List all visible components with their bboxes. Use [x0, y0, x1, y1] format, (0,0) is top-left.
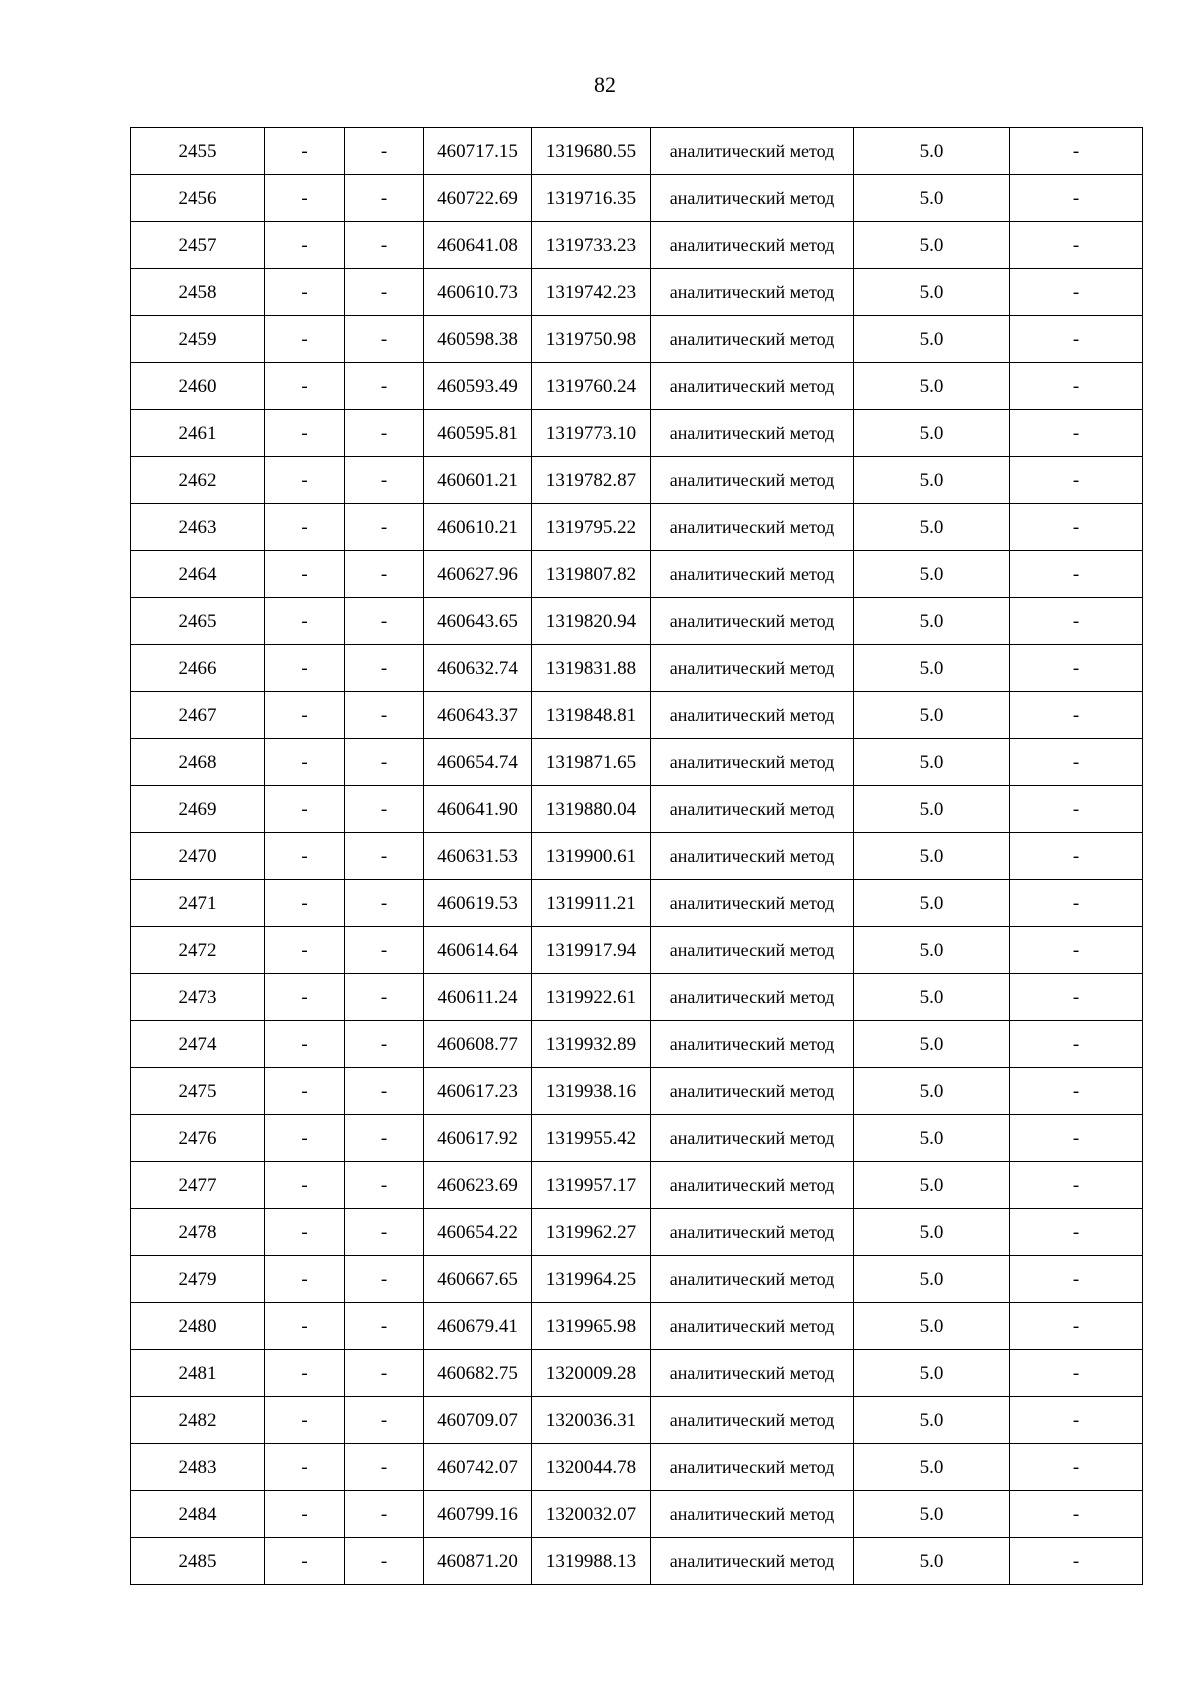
empty-cell-c: -	[1010, 927, 1143, 974]
empty-cell-b: -	[345, 363, 424, 410]
x-coordinate-cell: 460679.41	[424, 1303, 532, 1350]
point-number-cell: 2461	[131, 410, 265, 457]
empty-cell-b: -	[345, 1115, 424, 1162]
table-row	[131, 1068, 1143, 1115]
table-row	[131, 175, 1143, 222]
y-coordinate-cell: 1319680.55	[532, 128, 651, 175]
x-coordinate-cell: 460654.74	[424, 739, 532, 786]
empty-cell-b: -	[345, 974, 424, 1021]
x-coordinate-cell: 460593.49	[424, 363, 532, 410]
empty-cell-b: -	[345, 1350, 424, 1397]
empty-cell-c: -	[1010, 1115, 1143, 1162]
method-cell: аналитический метод	[651, 1162, 854, 1209]
empty-cell-b: -	[345, 692, 424, 739]
table-row	[131, 1115, 1143, 1162]
method-cell: аналитический метод	[651, 598, 854, 645]
x-coordinate-cell: 460643.65	[424, 598, 532, 645]
empty-cell-b: -	[345, 1209, 424, 1256]
point-number-cell: 2477	[131, 1162, 265, 1209]
point-number-cell: 2465	[131, 598, 265, 645]
table-row	[131, 1538, 1143, 1585]
x-coordinate-cell: 460610.73	[424, 269, 532, 316]
empty-cell-b: -	[345, 880, 424, 927]
point-number-cell: 2476	[131, 1115, 265, 1162]
accuracy-cell: 5.0	[854, 504, 1010, 551]
y-coordinate-cell: 1319922.61	[532, 974, 651, 1021]
empty-cell-b: -	[345, 786, 424, 833]
point-number-cell: 2475	[131, 1068, 265, 1115]
y-coordinate-cell: 1319820.94	[532, 598, 651, 645]
empty-cell-b: -	[345, 1303, 424, 1350]
point-number-cell: 2483	[131, 1444, 265, 1491]
empty-cell-c: -	[1010, 1162, 1143, 1209]
empty-cell-a: -	[265, 410, 345, 457]
empty-cell-c: -	[1010, 316, 1143, 363]
empty-cell-c: -	[1010, 1209, 1143, 1256]
empty-cell-b: -	[345, 410, 424, 457]
x-coordinate-cell: 460717.15	[424, 128, 532, 175]
x-coordinate-cell: 460617.92	[424, 1115, 532, 1162]
empty-cell-c: -	[1010, 363, 1143, 410]
point-number-cell: 2485	[131, 1538, 265, 1585]
empty-cell-c: -	[1010, 1491, 1143, 1538]
point-number-cell: 2467	[131, 692, 265, 739]
table-row	[131, 692, 1143, 739]
empty-cell-a: -	[265, 598, 345, 645]
empty-cell-b: -	[345, 1021, 424, 1068]
accuracy-cell: 5.0	[854, 363, 1010, 410]
empty-cell-a: -	[265, 363, 345, 410]
x-coordinate-cell: 460623.69	[424, 1162, 532, 1209]
table-row	[131, 927, 1143, 974]
accuracy-cell: 5.0	[854, 1256, 1010, 1303]
x-coordinate-cell: 460614.64	[424, 927, 532, 974]
point-number-cell: 2456	[131, 175, 265, 222]
method-cell: аналитический метод	[651, 1068, 854, 1115]
accuracy-cell: 5.0	[854, 880, 1010, 927]
x-coordinate-cell: 460627.96	[424, 551, 532, 598]
y-coordinate-cell: 1319733.23	[532, 222, 651, 269]
y-coordinate-cell: 1319760.24	[532, 363, 651, 410]
empty-cell-a: -	[265, 880, 345, 927]
point-number-cell: 2455	[131, 128, 265, 175]
y-coordinate-cell: 1319932.89	[532, 1021, 651, 1068]
table-row	[131, 1256, 1143, 1303]
table-body	[131, 128, 1143, 1585]
point-number-cell: 2473	[131, 974, 265, 1021]
y-coordinate-cell: 1319848.81	[532, 692, 651, 739]
table-row	[131, 222, 1143, 269]
point-number-cell: 2458	[131, 269, 265, 316]
accuracy-cell: 5.0	[854, 457, 1010, 504]
empty-cell-c: -	[1010, 504, 1143, 551]
table-row	[131, 1491, 1143, 1538]
empty-cell-c: -	[1010, 739, 1143, 786]
accuracy-cell: 5.0	[854, 1397, 1010, 1444]
accuracy-cell: 5.0	[854, 833, 1010, 880]
method-cell: аналитический метод	[651, 1350, 854, 1397]
empty-cell-c: -	[1010, 1256, 1143, 1303]
accuracy-cell: 5.0	[854, 175, 1010, 222]
empty-cell-a: -	[265, 1491, 345, 1538]
empty-cell-c: -	[1010, 1538, 1143, 1585]
accuracy-cell: 5.0	[854, 1162, 1010, 1209]
empty-cell-c: -	[1010, 222, 1143, 269]
table-row	[131, 974, 1143, 1021]
accuracy-cell: 5.0	[854, 1209, 1010, 1256]
empty-cell-b: -	[345, 645, 424, 692]
method-cell: аналитический метод	[651, 1303, 854, 1350]
accuracy-cell: 5.0	[854, 1115, 1010, 1162]
empty-cell-a: -	[265, 1068, 345, 1115]
empty-cell-c: -	[1010, 786, 1143, 833]
method-cell: аналитический метод	[651, 786, 854, 833]
empty-cell-b: -	[345, 1538, 424, 1585]
x-coordinate-cell: 460595.81	[424, 410, 532, 457]
method-cell: аналитический метод	[651, 363, 854, 410]
y-coordinate-cell: 1319742.23	[532, 269, 651, 316]
point-number-cell: 2468	[131, 739, 265, 786]
empty-cell-b: -	[345, 175, 424, 222]
empty-cell-b: -	[345, 551, 424, 598]
accuracy-cell: 5.0	[854, 1068, 1010, 1115]
empty-cell-a: -	[265, 1209, 345, 1256]
point-number-cell: 2469	[131, 786, 265, 833]
method-cell: аналитический метод	[651, 128, 854, 175]
method-cell: аналитический метод	[651, 927, 854, 974]
empty-cell-c: -	[1010, 410, 1143, 457]
y-coordinate-cell: 1320036.31	[532, 1397, 651, 1444]
empty-cell-a: -	[265, 1538, 345, 1585]
method-cell: аналитический метод	[651, 175, 854, 222]
empty-cell-a: -	[265, 269, 345, 316]
empty-cell-c: -	[1010, 1350, 1143, 1397]
point-number-cell: 2464	[131, 551, 265, 598]
empty-cell-a: -	[265, 974, 345, 1021]
empty-cell-a: -	[265, 1021, 345, 1068]
empty-cell-b: -	[345, 833, 424, 880]
y-coordinate-cell: 1319773.10	[532, 410, 651, 457]
y-coordinate-cell: 1319871.65	[532, 739, 651, 786]
x-coordinate-cell: 460871.20	[424, 1538, 532, 1585]
coordinates-table	[130, 127, 1143, 1585]
method-cell: аналитический метод	[651, 1115, 854, 1162]
point-number-cell: 2482	[131, 1397, 265, 1444]
y-coordinate-cell: 1319831.88	[532, 645, 651, 692]
empty-cell-c: -	[1010, 598, 1143, 645]
x-coordinate-cell: 460611.24	[424, 974, 532, 1021]
empty-cell-a: -	[265, 504, 345, 551]
accuracy-cell: 5.0	[854, 1538, 1010, 1585]
y-coordinate-cell: 1319782.87	[532, 457, 651, 504]
accuracy-cell: 5.0	[854, 128, 1010, 175]
x-coordinate-cell: 460641.90	[424, 786, 532, 833]
empty-cell-c: -	[1010, 833, 1143, 880]
empty-cell-b: -	[345, 739, 424, 786]
y-coordinate-cell: 1319965.98	[532, 1303, 651, 1350]
method-cell: аналитический метод	[651, 739, 854, 786]
x-coordinate-cell: 460722.69	[424, 175, 532, 222]
empty-cell-c: -	[1010, 1444, 1143, 1491]
method-cell: аналитический метод	[651, 974, 854, 1021]
empty-cell-c: -	[1010, 269, 1143, 316]
x-coordinate-cell: 460654.22	[424, 1209, 532, 1256]
table-row	[131, 645, 1143, 692]
y-coordinate-cell: 1319962.27	[532, 1209, 651, 1256]
table-row	[131, 833, 1143, 880]
y-coordinate-cell: 1320044.78	[532, 1444, 651, 1491]
table-row	[131, 410, 1143, 457]
empty-cell-a: -	[265, 551, 345, 598]
y-coordinate-cell: 1319795.22	[532, 504, 651, 551]
empty-cell-a: -	[265, 175, 345, 222]
empty-cell-b: -	[345, 269, 424, 316]
accuracy-cell: 5.0	[854, 1303, 1010, 1350]
method-cell: аналитический метод	[651, 504, 854, 551]
point-number-cell: 2460	[131, 363, 265, 410]
x-coordinate-cell: 460799.16	[424, 1491, 532, 1538]
x-coordinate-cell: 460632.74	[424, 645, 532, 692]
accuracy-cell: 5.0	[854, 269, 1010, 316]
empty-cell-a: -	[265, 128, 345, 175]
y-coordinate-cell: 1320032.07	[532, 1491, 651, 1538]
point-number-cell: 2472	[131, 927, 265, 974]
empty-cell-a: -	[265, 1162, 345, 1209]
point-number-cell: 2466	[131, 645, 265, 692]
empty-cell-a: -	[265, 316, 345, 363]
empty-cell-a: -	[265, 1397, 345, 1444]
x-coordinate-cell: 460742.07	[424, 1444, 532, 1491]
table-row	[131, 880, 1143, 927]
table-row	[131, 504, 1143, 551]
y-coordinate-cell: 1319750.98	[532, 316, 651, 363]
method-cell: аналитический метод	[651, 1397, 854, 1444]
method-cell: аналитический метод	[651, 880, 854, 927]
table-row	[131, 128, 1143, 175]
empty-cell-c: -	[1010, 880, 1143, 927]
x-coordinate-cell: 460631.53	[424, 833, 532, 880]
table-row	[131, 269, 1143, 316]
point-number-cell: 2471	[131, 880, 265, 927]
y-coordinate-cell: 1320009.28	[532, 1350, 651, 1397]
y-coordinate-cell: 1319938.16	[532, 1068, 651, 1115]
table-row	[131, 316, 1143, 363]
x-coordinate-cell: 460709.07	[424, 1397, 532, 1444]
accuracy-cell: 5.0	[854, 927, 1010, 974]
empty-cell-c: -	[1010, 457, 1143, 504]
empty-cell-a: -	[265, 927, 345, 974]
accuracy-cell: 5.0	[854, 1444, 1010, 1491]
empty-cell-c: -	[1010, 175, 1143, 222]
empty-cell-a: -	[265, 1256, 345, 1303]
x-coordinate-cell: 460610.21	[424, 504, 532, 551]
table-row	[131, 1021, 1143, 1068]
table-row	[131, 598, 1143, 645]
method-cell: аналитический метод	[651, 645, 854, 692]
empty-cell-c: -	[1010, 974, 1143, 1021]
table-row	[131, 1397, 1143, 1444]
empty-cell-a: -	[265, 1303, 345, 1350]
empty-cell-b: -	[345, 1162, 424, 1209]
empty-cell-b: -	[345, 222, 424, 269]
empty-cell-a: -	[265, 739, 345, 786]
empty-cell-b: -	[345, 504, 424, 551]
method-cell: аналитический метод	[651, 1538, 854, 1585]
method-cell: аналитический метод	[651, 1256, 854, 1303]
y-coordinate-cell: 1319880.04	[532, 786, 651, 833]
empty-cell-c: -	[1010, 692, 1143, 739]
accuracy-cell: 5.0	[854, 786, 1010, 833]
accuracy-cell: 5.0	[854, 1491, 1010, 1538]
point-number-cell: 2459	[131, 316, 265, 363]
empty-cell-a: -	[265, 692, 345, 739]
point-number-cell: 2478	[131, 1209, 265, 1256]
empty-cell-a: -	[265, 1350, 345, 1397]
empty-cell-b: -	[345, 128, 424, 175]
table-row	[131, 1209, 1143, 1256]
empty-cell-b: -	[345, 1068, 424, 1115]
table-row	[131, 551, 1143, 598]
empty-cell-b: -	[345, 1444, 424, 1491]
x-coordinate-cell: 460682.75	[424, 1350, 532, 1397]
method-cell: аналитический метод	[651, 1021, 854, 1068]
x-coordinate-cell: 460641.08	[424, 222, 532, 269]
accuracy-cell: 5.0	[854, 974, 1010, 1021]
empty-cell-c: -	[1010, 1021, 1143, 1068]
y-coordinate-cell: 1319988.13	[532, 1538, 651, 1585]
method-cell: аналитический метод	[651, 269, 854, 316]
method-cell: аналитический метод	[651, 222, 854, 269]
empty-cell-a: -	[265, 222, 345, 269]
method-cell: аналитический метод	[651, 316, 854, 363]
point-number-cell: 2457	[131, 222, 265, 269]
method-cell: аналитический метод	[651, 692, 854, 739]
empty-cell-a: -	[265, 1444, 345, 1491]
empty-cell-a: -	[265, 833, 345, 880]
empty-cell-b: -	[345, 1491, 424, 1538]
empty-cell-a: -	[265, 1115, 345, 1162]
point-number-cell: 2480	[131, 1303, 265, 1350]
x-coordinate-cell: 460601.21	[424, 457, 532, 504]
table-row	[131, 363, 1143, 410]
x-coordinate-cell: 460617.23	[424, 1068, 532, 1115]
x-coordinate-cell: 460667.65	[424, 1256, 532, 1303]
method-cell: аналитический метод	[651, 551, 854, 598]
empty-cell-c: -	[1010, 645, 1143, 692]
table-row	[131, 1162, 1143, 1209]
point-number-cell: 2479	[131, 1256, 265, 1303]
method-cell: аналитический метод	[651, 1444, 854, 1491]
y-coordinate-cell: 1319900.61	[532, 833, 651, 880]
empty-cell-a: -	[265, 645, 345, 692]
y-coordinate-cell: 1319964.25	[532, 1256, 651, 1303]
empty-cell-a: -	[265, 457, 345, 504]
y-coordinate-cell: 1319716.35	[532, 175, 651, 222]
y-coordinate-cell: 1319911.21	[532, 880, 651, 927]
empty-cell-b: -	[345, 1256, 424, 1303]
accuracy-cell: 5.0	[854, 551, 1010, 598]
x-coordinate-cell: 460608.77	[424, 1021, 532, 1068]
x-coordinate-cell: 460643.37	[424, 692, 532, 739]
empty-cell-c: -	[1010, 1397, 1143, 1444]
empty-cell-b: -	[345, 598, 424, 645]
accuracy-cell: 5.0	[854, 1021, 1010, 1068]
empty-cell-c: -	[1010, 1068, 1143, 1115]
empty-cell-a: -	[265, 786, 345, 833]
empty-cell-b: -	[345, 1397, 424, 1444]
accuracy-cell: 5.0	[854, 316, 1010, 363]
table-row	[131, 786, 1143, 833]
accuracy-cell: 5.0	[854, 410, 1010, 457]
method-cell: аналитический метод	[651, 833, 854, 880]
point-number-cell: 2484	[131, 1491, 265, 1538]
table-row	[131, 457, 1143, 504]
empty-cell-b: -	[345, 457, 424, 504]
table-row	[131, 1444, 1143, 1491]
x-coordinate-cell: 460598.38	[424, 316, 532, 363]
accuracy-cell: 5.0	[854, 1350, 1010, 1397]
accuracy-cell: 5.0	[854, 222, 1010, 269]
empty-cell-c: -	[1010, 551, 1143, 598]
x-coordinate-cell: 460619.53	[424, 880, 532, 927]
y-coordinate-cell: 1319955.42	[532, 1115, 651, 1162]
method-cell: аналитический метод	[651, 1491, 854, 1538]
empty-cell-c: -	[1010, 1303, 1143, 1350]
y-coordinate-cell: 1319957.17	[532, 1162, 651, 1209]
accuracy-cell: 5.0	[854, 692, 1010, 739]
empty-cell-b: -	[345, 927, 424, 974]
table-row	[131, 1303, 1143, 1350]
point-number-cell: 2463	[131, 504, 265, 551]
table-row	[131, 739, 1143, 786]
accuracy-cell: 5.0	[854, 739, 1010, 786]
method-cell: аналитический метод	[651, 410, 854, 457]
method-cell: аналитический метод	[651, 457, 854, 504]
point-number-cell: 2474	[131, 1021, 265, 1068]
empty-cell-b: -	[345, 316, 424, 363]
point-number-cell: 2470	[131, 833, 265, 880]
y-coordinate-cell: 1319807.82	[532, 551, 651, 598]
accuracy-cell: 5.0	[854, 645, 1010, 692]
method-cell: аналитический метод	[651, 1209, 854, 1256]
page-number: 82	[594, 72, 616, 97]
empty-cell-c: -	[1010, 128, 1143, 175]
table-row	[131, 1350, 1143, 1397]
point-number-cell: 2481	[131, 1350, 265, 1397]
accuracy-cell: 5.0	[854, 598, 1010, 645]
point-number-cell: 2462	[131, 457, 265, 504]
y-coordinate-cell: 1319917.94	[532, 927, 651, 974]
